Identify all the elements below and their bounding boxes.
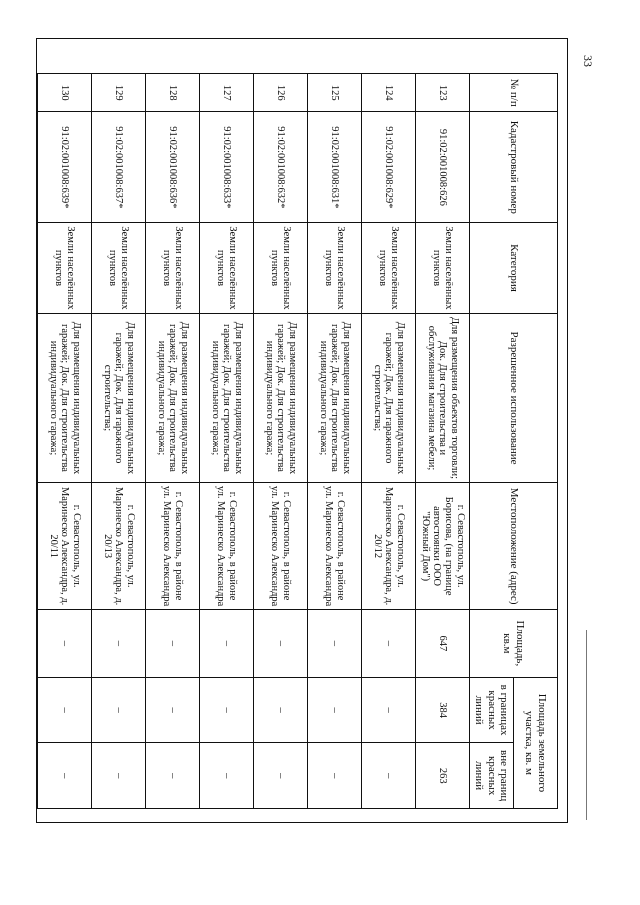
cell-outside: – (92, 743, 146, 809)
cell-cadastral: 91:02:001008:633* (200, 112, 254, 223)
cell-outside: – (200, 743, 254, 809)
cell-within: – (146, 677, 200, 743)
table-row (308, 74, 362, 809)
cell-cadastral: 91:02:001008:637* (92, 112, 146, 223)
cell-num: 128 (146, 74, 200, 112)
cell-within: – (254, 677, 308, 743)
cell-category: Земли населённых пунктов (92, 223, 146, 313)
cell-use: Для размещения индивидуальных гаражей; Док. Для строительства индивидуального гаража; (308, 313, 362, 483)
table-row (362, 74, 416, 809)
cell-area: – (146, 609, 200, 677)
margin-rule (586, 630, 587, 820)
cell-cadastral: 91:02:001008:632* (254, 112, 308, 223)
cell-category: Земли населённых пунктов (362, 223, 416, 313)
cell-location: г. Севастополь, ул. Маринеско Александра, д. 20/11 (38, 483, 92, 610)
cell-location: г. Севастополь, ул. Борисова, (на границе автостоянки ООО "Южный Дом") (416, 483, 470, 610)
cell-location: г. Севастополь, в районе ул. Маринеско Александра (254, 483, 308, 610)
cell-cadastral: 91:02:001008:639* (38, 112, 92, 223)
cell-area: – (254, 609, 308, 677)
header-cadastral: Кадастровый номер (470, 112, 558, 223)
header-within-red-lines: в границах красных линий (470, 677, 514, 743)
cell-location: г. Севастополь, в районе ул. Маринеско Александра (308, 483, 362, 610)
cell-num: 124 (362, 74, 416, 112)
cell-category: Земли населённых пунктов (416, 223, 470, 313)
header-outside-red-lines: вне границ красных линий (470, 743, 514, 809)
cell-outside: 263 (416, 743, 470, 809)
cell-location: г. Севастополь, ул. Маринеско Александра, д. 20/13 (92, 483, 146, 610)
cell-within: – (308, 677, 362, 743)
cell-within: 384 (416, 677, 470, 743)
table-row (200, 74, 254, 809)
table-body (38, 74, 470, 809)
cell-category: Земли населённых пунктов (38, 223, 92, 313)
table-row (416, 74, 470, 809)
cell-area: – (92, 609, 146, 677)
cell-use: Для размещения индивидуальных гаражей; Док. Для гаражного строительства; (362, 313, 416, 483)
cell-category: Земли населённых пунктов (200, 223, 254, 313)
cell-use: Для размещения индивидуальных гаражей; Док. Для строительства индивидуального гаража; (200, 313, 254, 483)
cell-use: Для размещения индивидуальных гаражей; Док. Для строительства индивидуального гаража; (38, 313, 92, 483)
cell-location: г. Севастополь, ул. Маринеско Александра, д. 20/12 (362, 483, 416, 610)
cell-use: Для размещения объектов торговли; Док. Для строительства и обслуживания магазина мебели; (416, 313, 470, 483)
cell-within: – (92, 677, 146, 743)
cell-use: Для размещения индивидуальных гаражей; Док. Для гаражного строительства; (92, 313, 146, 483)
table-row (254, 74, 308, 809)
header-location: Местоположение (адрес) (470, 483, 558, 610)
cell-area: – (38, 609, 92, 677)
cell-cadastral: 91:02:001008:631* (308, 112, 362, 223)
cell-location: г. Севастополь, в районе ул. Маринеско Александра (200, 483, 254, 610)
cell-num: 126 (254, 74, 308, 112)
cell-cadastral: 91:02:001008:636* (146, 112, 200, 223)
cell-outside: – (146, 743, 200, 809)
cell-within: – (200, 677, 254, 743)
cell-area: – (362, 609, 416, 677)
cell-category: Земли населённых пунктов (146, 223, 200, 313)
cell-use: Для размещения индивидуальных гаражей; Док. Для строительства индивидуального гаража; (146, 313, 200, 483)
table-row (38, 74, 92, 809)
header-area: Площадь, кв.м (470, 609, 558, 677)
cell-location: г. Севастополь, в районе ул. Маринеско Александра (146, 483, 200, 610)
header-land-area: Площадь земельного участка, кв. м (514, 677, 558, 808)
cell-num: 127 (200, 74, 254, 112)
cell-within: – (362, 677, 416, 743)
page-number: 33 (581, 55, 596, 67)
land-plots-table (37, 73, 558, 809)
cell-category: Земли населённых пунктов (254, 223, 308, 313)
cell-area: – (200, 609, 254, 677)
cell-within: – (38, 677, 92, 743)
cell-outside: – (38, 743, 92, 809)
cell-outside: – (254, 743, 308, 809)
cell-num: 130 (38, 74, 92, 112)
table-row (146, 74, 200, 809)
cell-outside: – (362, 743, 416, 809)
cell-num: 129 (92, 74, 146, 112)
cell-cadastral: 91:02:001008:629* (362, 112, 416, 223)
cell-use: Для размещения индивидуальных гаражей; Док. Для строительства индивидуального гаража; (254, 313, 308, 483)
cell-num: 125 (308, 74, 362, 112)
rotated-table-container (47, 73, 558, 809)
cell-category: Земли населённых пунктов (308, 223, 362, 313)
cell-outside: – (308, 743, 362, 809)
cell-num: 123 (416, 74, 470, 112)
cell-area: 647 (416, 609, 470, 677)
header-category: Категория (470, 223, 558, 313)
cell-area: – (308, 609, 362, 677)
header-use: Разрешенное использование (470, 313, 558, 483)
table-row (92, 74, 146, 809)
table-header (470, 74, 558, 809)
header-num: № п/п (470, 74, 558, 112)
cell-cadastral: 91:02:001008:626 (416, 112, 470, 223)
